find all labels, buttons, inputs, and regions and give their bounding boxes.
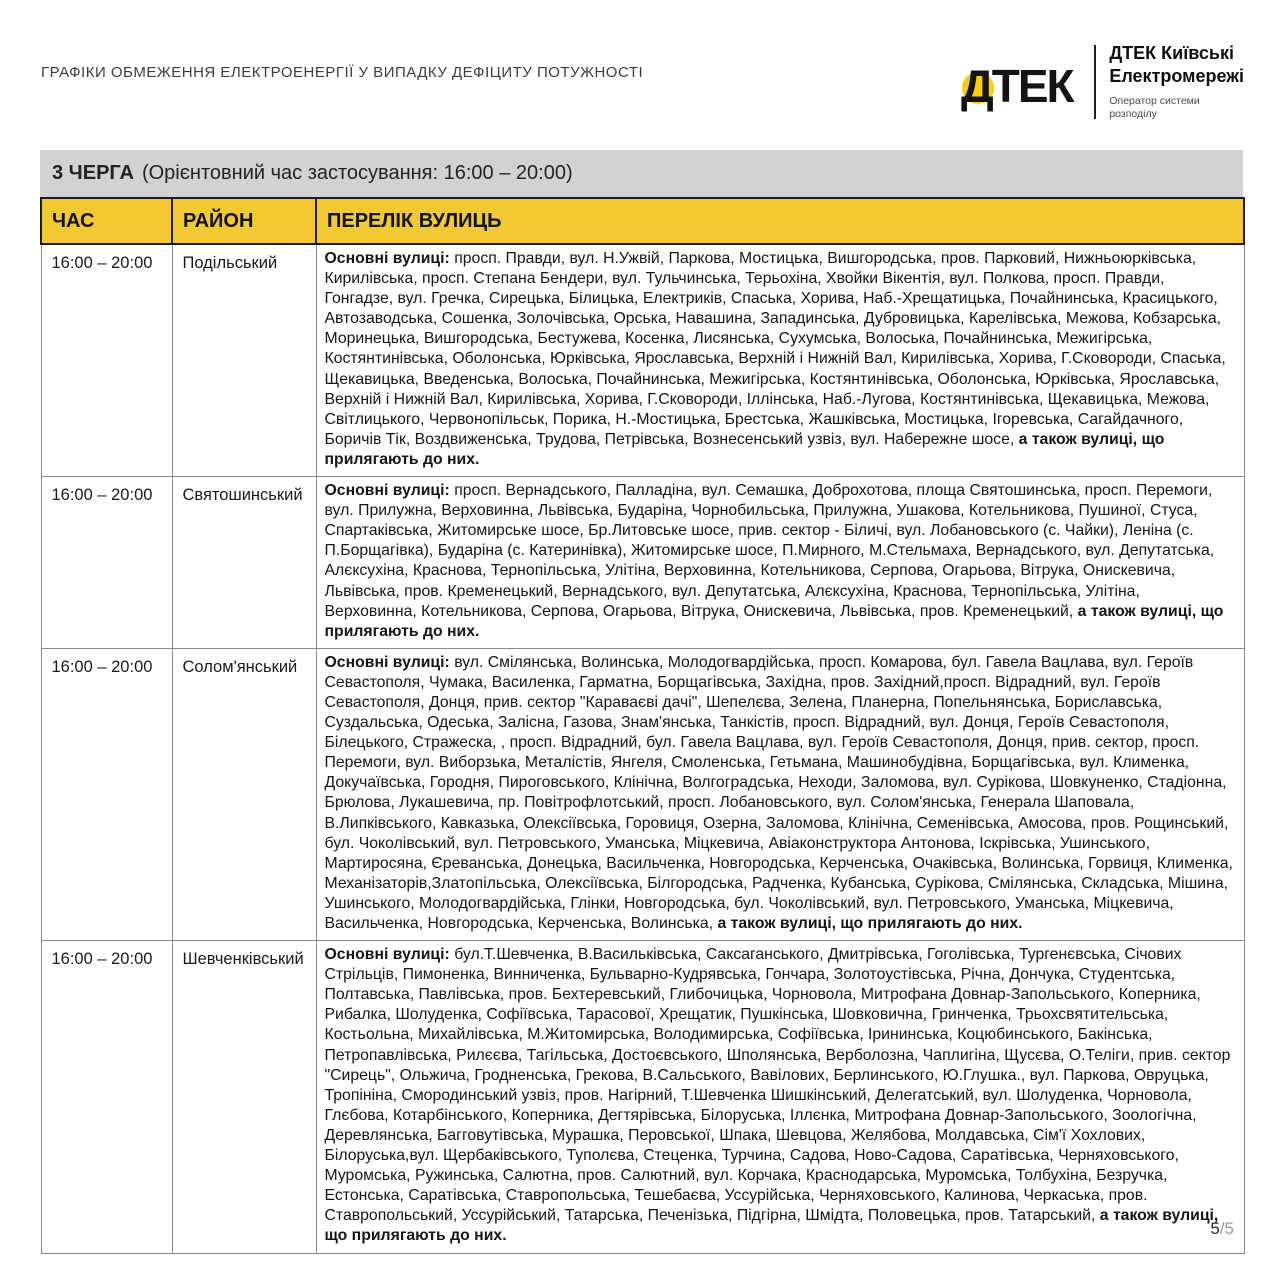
time-cell: 16:00 – 20:00 [41,648,172,940]
page-current: 5 [1210,1219,1220,1238]
streets-suffix: а також вулиці, що прилягають до них. [717,915,1023,932]
streets-list: вул. Смілянська, Волинська, Молодогвардійська, просп. Комарова, бул. Гавела Вацлава, вул. Героїв Севастополя, Чумака, Василенка, Гарматна, Борщагівська, Західна, пров. Західний,просп. Відрадний, вул. Героїв Севастополя, Донця, прив. сектор "Караваєві дачі", Шепелєва, Зелена, Планерна, Попельнянська, Бориславська, Суздальська, Одеська, Залісна, Газова, Знам'янська, Танкістів, просп. Відрадний, вул. Донця, Героїв Севастополя, Білецького, Стражеска, , просп. Відрадний, бул. Гавела Вацлава, вул. Героїв Севастополя, Донця, прив. сектор, просп. Перемоги, вул. Виборзька, Металістів, Янгеля, Смоленська, Гетьмана, Машинобудівна, Борщагівська, вул. Клименка, Докучаївська, Городня, Пироговського, Клінічна, Волгоградська, Неходи, Заломова, вул. Сурікова, Шовкуненко, Стадіонна, Брюлова, Лукашевича, пр. Повітрофлотський, просп. Лобановського, вул. Солом'янська, Генерала Шаповала, В.Липківського, Кавказька, Олексіївська, Горовиця, Озерна, Заломова, Клінічна, Семенівська, Амосова, пров. Рощинський, бул. Чоколівський, вул. Петровського, Уманська, Міцкевича, Авіаконструктора Антонова, Іскрівська, Ушинського, Мартиросяна, Єреванська, Донецька, Васильченка, Новгородська, Керченська, Очаківська, Волинська, Горвиця, Клименка, Механізаторів,Златопільська, Олексіївська, Білгородська, Радченка, Кубанська, Сурікова, Смілянська, Складська, Мішина, Ушинського, Молодогвардійська, Глінки, Новгородська, бул. Чоколівський, вул. Петровського, Уманська, Міцкевича, Васильченка, Новгородська, Керченська, Волинська, [324,653,1233,932]
column-header-streets: ПЕРЕЛІК ВУЛИЦЬ [316,198,1244,244]
brand-text [1109,42,1244,121]
streets-suffix: а також вулиці, що прилягають до них. [324,602,1224,640]
streets-list: бул.Т.Шевченка, В.Васильківська, Саксаганського, Дмитрівська, Гоголівська, Тургенєвська, Січових Стрільців, Пимоненка, Винниченка, Бульварно-Кудрявська, Гончара, Золотоустівська, Річна, Дончука, Студентська, Полтавська, Павлівська, пров. Бехтеревський, Глибочицька, Чорновола, Митрофана Довнар-Запольського, Коперника, Рибалка, Шолуденка, Софіївська, Тарасової, Хрещатик, Пушкінська, Шовковична, Гринченка, Трьохсвятительська, Костьольна, Михайлівська, М.Житомирська, Володимирська, Софіївська, Ірининська, Коцюбинського, Бакінська, Петропавлівська, Рилєєва, Тагільська, Достоєвського, Шполянська, Верболозна, Чаплигіна, Щусєва, О.Теліги, прив. сектор "Сирець", Ольжича, Гродненська, Грекова, В.Сальського, Вавілових, Берлинського, Ю.Глушка., вул. Паркова, Овруцька, Тропініна, Смородинський узвіз, пров. Нагірний, Т.Шевченка Шишкінський, Делегатський, вул. Шолуденка, Чорновола, Глєбова, Котарбінського, Коперника, Дегтярівська, Білоруська, Іллєнка, Митрофана Довнар-Запольського, Зоологічна, Деревлянська, Багговутівська, Мурашка, Перовської, Шпака, Шевцова, Желябова, Молдавська, Сім'ї Хохлових, Білоруська,вул. Щербаківського, Туполєва, Стеценка, Турчина, Садова, Ново-Садова, Саратівська, Черняховського, Муромська, Ружинська, Салютна, пров. Салютний, вул. Корчака, Краснодарська, Муромська, Толбухіна, Безручка, Естонська, Саратівська, Ставропольська, Тешебаєва, Уссурійська, Черняховського, Калинова, Черкаська, пров. Ставропольський, Уссурійський, Татарська, Печенізька, Підгірна, Шмідта, Половецька, пров. Татарський, [324,946,1231,1225]
queue-number: 3 ЧЕРГА [52,162,134,184]
streets-list: просп. Вернадського, Палладіна, вул. Семашка, Доброхотова, площа Святошинська, просп. Перемоги, вул. Прилужна, Верховинна, Львівська, Бударіна, Чорнобильська, Прилужна, Ушакова, Котельникова, Пушиної, Стуса, Спартаківська, Житомирське шосе, Бр.Литовське шосе, прив. сектор - Біличі, вул. Лобановського (с. Чайки), Леніна (с. П.Борщагівка), Бударіна (с. Катеринівка), Житомирське шосе, П.Мирного, М.Стельмаха, Вернадського, вул. Депутатська, Алєксухіна, Краснова, Тернопільська, Улітіна, Верховинна, Котельникова, Серпова, Огарьова, Вітрука, Онискевича, Львівська, пров. Кременецький, Вернадського, вул. Депутатська, Алєксухіна, Краснова, Тернопільська, Улітіна, Верховинна, Котельникова, Серпова, Огарьова, Вітрука, Онискевича, Львівська, пров. Кременецький, [324,482,1215,620]
table-row-solomianskyi [41,648,1244,940]
document-title: ГРАФІКИ ОБМЕЖЕННЯ ЕЛЕКТРОЕНЕРГІЇ У ВИПАДКУ ДЕФІЦИТУ ПОТУЖНОСТІ [41,64,644,81]
svg-text:ДТЕК: ДТЕК [961,60,1073,112]
dtek-logo-icon [961,42,1081,120]
page-total: /5 [1219,1219,1234,1238]
dtek-brand-block [961,42,1244,121]
district-cell: Солом'янський [172,648,316,940]
streets-cell [316,477,1244,649]
district-cell: Святошинський [172,477,316,649]
page-number [1210,1219,1234,1239]
streets-list: просп. Правди, вул. Н.Ужвій, Паркова, Мостицька, Вишгородська, пров. Парковий, Нижньоюрківська, Кирилівська, просп. Степана Бендери, вул. Тульчинська, Терьохіна, Хвойки Вікентія, вул. Полкова, просп. Правди, Гонгадзе, вул. Гречка, Сирецька, Білицька, Електриків, Спаська, Хорива, Наб.-Хрещатицька, Почайнинська, Красицького, Автозаводська, Сошенка, Золочівська, Орська, Навашина, Западинська, Дубровицька, Карелівська, Межова, Кобзарська, Моринецька, Вишгородська, Бестужева, Косенка, Лисянська, Сухумська, Волоська, Почайнинська, Межигірська, Костянтинівська, Оболонська, Юрківська, Ярославська, Верхній і Нижній Вал, Кирилівська, Хорива, Г.Сковороди, Спаська, Щекавицька, Введенська, Волоська, Почайнинська, Межигірська, Костянтинівська, Оболонська, Юрківська, Ярославська, Верхній і Нижній Вал, Кирилівська, Хорива, Г.Сковороди, Іллінська, Наб.-Лугова, Костянтинівська, Щекавицька, Межова, Світлицького, Червонопільськ, Порика, Н.-Мостицька, Брестська, Жашківська, Мостицька, Ігоревська, Сагайдачного, Боричів Тік, Воздвиженська, Трудова, Петрівська, Вознесенський узвіз, вул. Набережне шосе, [324,250,1226,448]
brand-divider [1094,45,1096,119]
queue-time-note: (Орієнтовний час застосування: 16:00 – 20:00) [141,162,573,184]
outage-schedule-table [40,197,1245,1254]
table-header-row [41,198,1244,244]
brand-company-line1: ДТЕК Київські [1109,43,1234,63]
streets-cell [316,941,1244,1253]
time-cell: 16:00 – 20:00 [41,477,172,649]
streets-label: Основні вулиці: [324,653,455,671]
brand-company-line2: Електромережі [1109,66,1244,86]
table-row-podilskyi [41,244,1244,477]
district-cell: Шевченківський [172,941,316,1253]
brand-subtitle-line1: Оператор системи [1109,95,1200,107]
streets-cell [316,244,1244,477]
streets-label: Основні вулиці: [324,250,455,267]
district-cell: Подільський [172,244,316,477]
streets-suffix: а також вулиці, що прилягають до них. [324,1207,1219,1245]
brand-subtitle-line2: розподілу [1109,108,1157,120]
streets-suffix: а також вулиці, що прилягають до них. [324,430,1165,468]
column-header-district: РАЙОН [172,198,316,244]
streets-label: Основні вулиці: [324,946,455,964]
column-header-time: ЧАС [41,198,172,244]
streets-cell [316,648,1244,940]
time-cell: 16:00 – 20:00 [41,941,172,1253]
streets-label: Основні вулиці: [324,482,455,500]
table-row-shevchenkivskyi [41,941,1244,1253]
time-cell: 16:00 – 20:00 [41,244,172,477]
table-row-sviatoshynskyi [41,477,1244,649]
queue-banner [40,150,1243,197]
